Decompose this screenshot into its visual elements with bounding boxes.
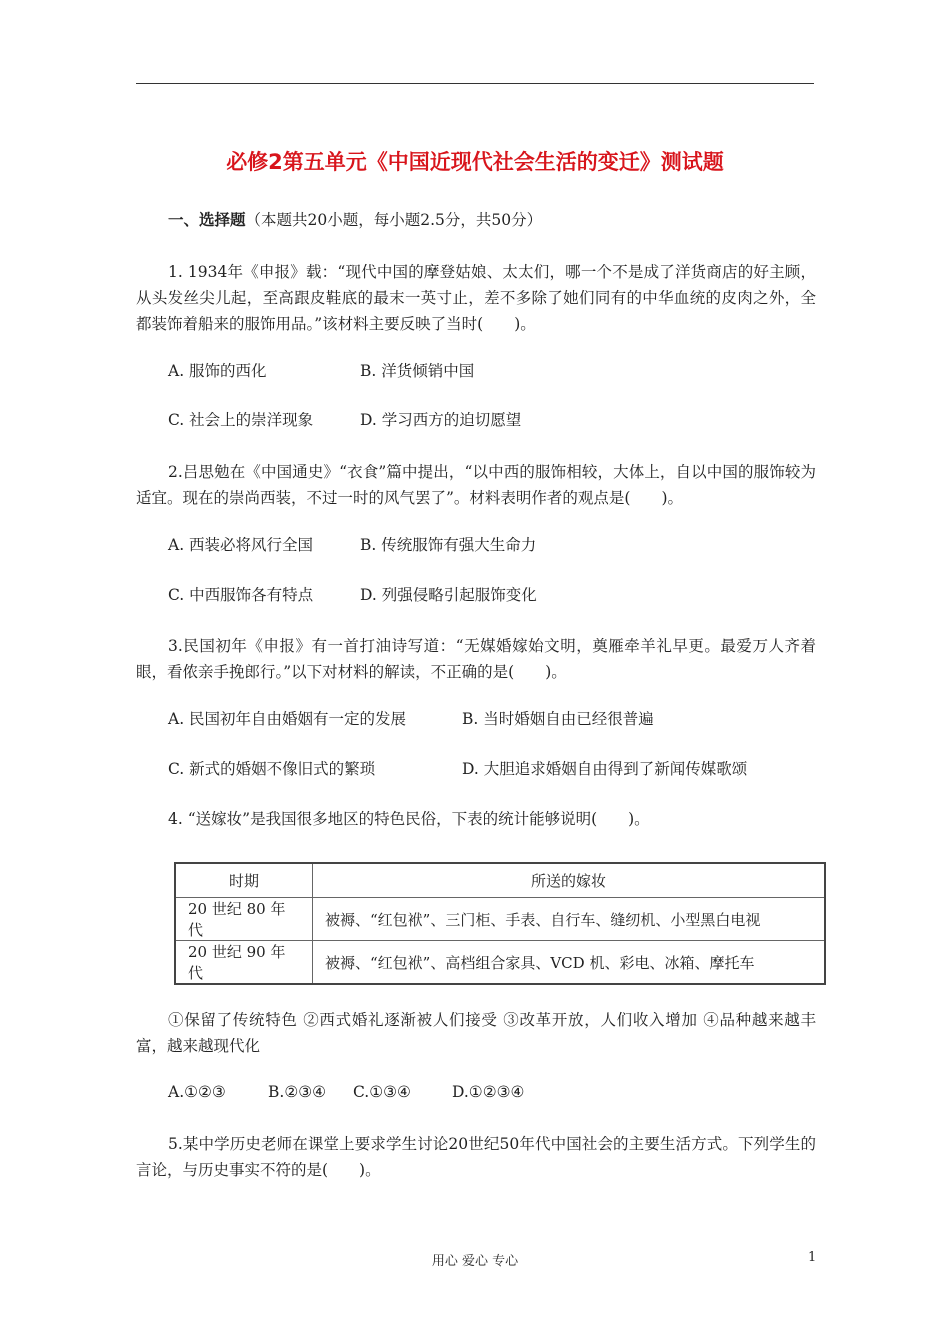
section-heading-line (168, 213, 542, 229)
question-2-stem: 2.吕思勉在《中国通史》“衣食”篇中提出，“以中西的服饰相较，大体上，自以中国的服饰较为适宜。现在的崇尚西装，不过一时的风气罢了”。材料表明作者的观点是( )。 (136, 463, 816, 507)
table-cell: 被褥、“红包袱”、三门柜、手表、自行车、缝纫机、小型黑白电视 (313, 898, 826, 941)
table-row (175, 941, 825, 985)
header-rule (136, 83, 814, 84)
q4-option-b: B.②③④ (268, 1083, 327, 1101)
page-title: 必修2第五单元《中国近现代社会生活的变迁》测试题 (226, 150, 724, 174)
footer-motto: 用心 爱心 专心 (431, 1254, 519, 1269)
q1-option-a: A. 服饰的西化 (168, 362, 267, 380)
section-note: （本题共20小题，每小题2.5分，共50分） (245, 211, 543, 229)
q4-option-c: C.①③④ (353, 1083, 411, 1101)
q2-option-d: D. 列强侵略引起服饰变化 (360, 586, 537, 604)
q4-option-a: A.①②③ (168, 1083, 226, 1101)
q1-option-d: D. 学习西方的迫切愿望 (360, 411, 522, 429)
q3-option-b: B. 当时婚姻自由已经很普遍 (462, 710, 654, 728)
dowry-table (174, 862, 826, 985)
question-1-stem: 1. 1934年《申报》载：“现代中国的摩登姑娘、太太们，哪一个不是成了洋货商店的好主顾，从头发丝尖儿起，至高跟皮鞋底的最末一英寸止，差不多除了她们同有的中华血统的皮肉之外，全都装饰着船来的服饰用品。”该材料主要反映了当时( )。 (136, 263, 816, 333)
table-cell: 20 世纪 90 年代 (175, 941, 313, 985)
table-cell: 被褥、“红包袱”、高档组合家具、VCD 机、彩电、冰箱、摩托车 (313, 941, 826, 985)
table-cell: 20 世纪 80 年代 (175, 898, 313, 941)
page-number: 1 (808, 1250, 817, 1265)
q4-option-d: D.①②③④ (452, 1083, 525, 1101)
section-heading: 一、选择题 (168, 211, 246, 229)
table-header-row (175, 863, 825, 898)
q1-option-c: C. 社会上的崇洋现象 (168, 411, 314, 429)
q3-option-d: D. 大胆追求婚姻自由得到了新闻传媒歌颂 (462, 760, 748, 778)
q1-option-b: B. 洋货倾销中国 (360, 362, 475, 380)
q3-option-a: A. 民国初年自由婚姻有一定的发展 (168, 710, 407, 728)
q3-option-c: C. 新式的婚姻不像旧式的繁琐 (168, 760, 376, 778)
q2-option-a: A. 西装必将风行全国 (168, 536, 314, 554)
question-5-stem: 5.某中学历史老师在课堂上要求学生讨论20世纪50年代中国社会的主要生活方式。下列学生的言论，与历史事实不符的是( )。 (136, 1135, 816, 1179)
q2-option-c: C. 中西服饰各有特点 (168, 586, 314, 604)
question-4-stem: 4. “送嫁妆”是我国很多地区的特色民俗，下表的统计能够说明( )。 (168, 810, 650, 828)
question-3-stem: 3.民国初年《申报》有一首打油诗写道：“无媒婚嫁始文明，奠雁牵羊礼早更。最爱万人齐着眼，看侬亲手挽郎行。”以下对材料的解读，不正确的是( )。 (136, 637, 816, 681)
table-header-period: 时期 (175, 863, 313, 898)
q2-option-b: B. 传统服饰有强大生命力 (360, 536, 537, 554)
table-header-dowry: 所送的嫁妆 (313, 863, 826, 898)
q4-statements: ①保留了传统特色 ②西式婚礼逐渐被人们接受 ③改革开放，人们收入增加 ④品种越来越丰富，越来越现代化 (136, 1011, 816, 1055)
table-row (175, 898, 825, 941)
